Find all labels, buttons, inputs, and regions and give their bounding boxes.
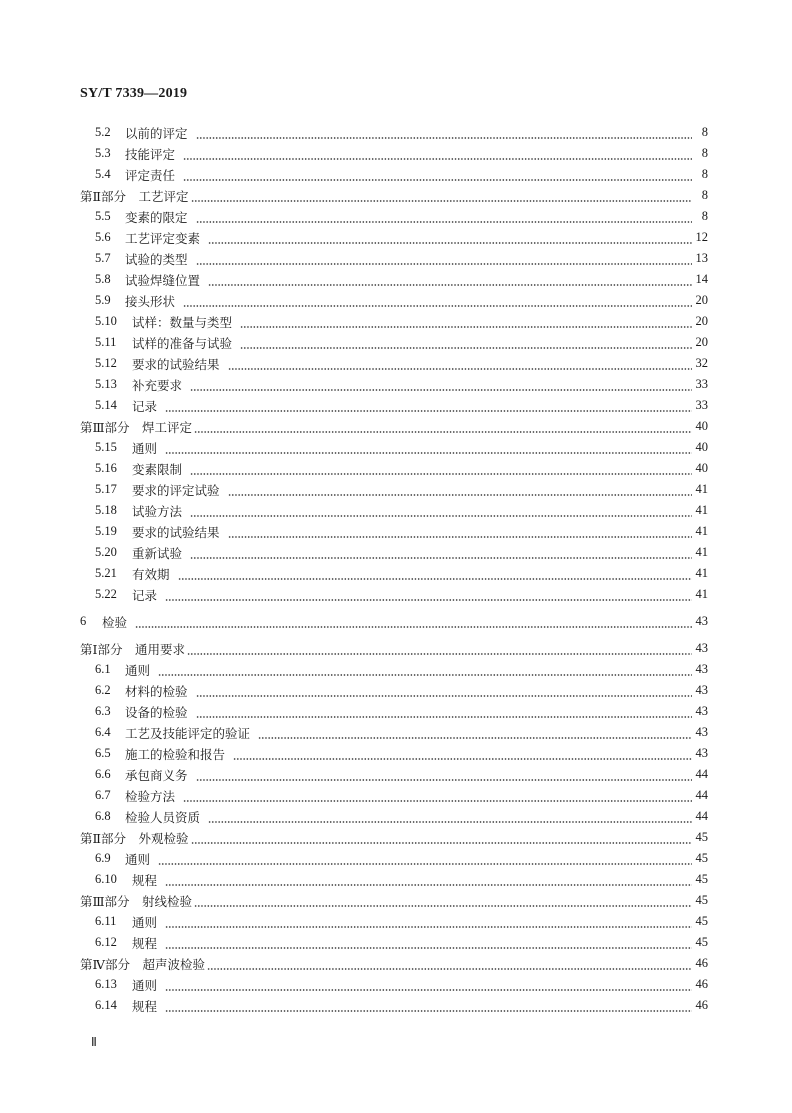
dot-leader (208, 274, 692, 286)
toc-entry-title: 补充要求 (132, 377, 183, 393)
dot-leader (228, 484, 692, 496)
toc-entry-title: 有效期 (132, 566, 170, 582)
toc-entry-page: 46 (695, 998, 708, 1012)
dot-leader (207, 958, 692, 970)
dot-leader (187, 643, 692, 655)
toc-entry-page: 43 (695, 614, 708, 628)
toc-entry-title: 通则 (132, 977, 158, 993)
toc-entry-page: 43 (695, 641, 708, 655)
toc-entry-page: 12 (695, 230, 708, 244)
toc-entry[interactable] (80, 353, 708, 374)
toc-entry-number: 5.2 (95, 125, 111, 139)
toc-entry-page: 40 (695, 440, 708, 454)
toc-entry-page: 40 (695, 461, 708, 475)
toc-entry-page: 8 (701, 167, 708, 181)
toc-entry-number: 5.3 (95, 146, 111, 160)
toc-entry[interactable] (80, 995, 708, 1016)
toc-entry[interactable] (80, 785, 708, 806)
toc-entry-number: 5.12 (95, 356, 117, 370)
toc-entry-title: 通则 (132, 914, 158, 930)
toc-entry[interactable] (80, 206, 708, 227)
toc-entry[interactable] (80, 764, 708, 785)
toc-entry-page: 40 (695, 419, 708, 433)
toc-entry-title: 第Ⅱ部分 外观检验 (80, 830, 189, 846)
toc-entry-number: 5.4 (95, 167, 111, 181)
dot-leader (158, 853, 692, 865)
toc-entry-page: 45 (695, 851, 708, 865)
dot-leader (228, 358, 692, 370)
dot-leader (183, 790, 692, 802)
dot-leader (183, 148, 692, 160)
toc-entry[interactable] (80, 659, 708, 680)
toc-entry-title: 第Ⅳ部分 超声波检验 (80, 956, 205, 972)
toc-entry-number: 5.19 (95, 524, 117, 538)
dot-leader (194, 421, 692, 433)
toc-entry-number: 6.6 (95, 767, 111, 781)
toc-entry-number: 5.9 (95, 293, 111, 307)
toc-part-heading[interactable] (80, 638, 708, 659)
toc-entry-number: 6.11 (95, 914, 117, 928)
toc-entry[interactable] (80, 806, 708, 827)
toc-entry-title: 要求的试验结果 (132, 356, 220, 372)
dot-leader (190, 547, 692, 559)
table-of-contents (80, 122, 708, 1016)
toc-entry-title: 试样：数量与类型 (132, 314, 233, 330)
toc-entry-page: 14 (695, 272, 708, 286)
toc-entry-page: 44 (695, 788, 708, 802)
toc-entry-number: 5.6 (95, 230, 111, 244)
toc-entry[interactable] (80, 332, 708, 353)
dot-leader (190, 463, 692, 475)
toc-entry-number: 5.14 (95, 398, 117, 412)
toc-entry-page: 43 (695, 683, 708, 697)
toc-entry[interactable] (80, 374, 708, 395)
dot-leader (135, 616, 692, 628)
toc-entry-number: 6.3 (95, 704, 111, 718)
toc-entry-title: 以前的评定 (125, 125, 188, 141)
dot-leader (240, 337, 692, 349)
toc-entry-number: 6.7 (95, 788, 111, 802)
toc-entry[interactable] (80, 542, 708, 563)
toc-entry-page: 45 (695, 893, 708, 907)
dot-leader (165, 979, 692, 991)
toc-entry-page: 13 (695, 251, 708, 265)
toc-entry-number: 6.2 (95, 683, 111, 697)
toc-entry-title: 第Ⅱ部分 工艺评定 (80, 188, 189, 204)
toc-entry-title: 通则 (125, 851, 151, 867)
toc-entry-number: 6.13 (95, 977, 117, 991)
toc-entry-title: 设备的检验 (125, 704, 188, 720)
toc-entry-number: 6 (80, 614, 87, 628)
toc-entry-page: 46 (695, 956, 708, 970)
dot-leader (258, 727, 692, 739)
toc-entry[interactable] (80, 743, 708, 764)
dot-leader (196, 127, 692, 139)
dot-leader (191, 832, 693, 844)
toc-entry[interactable] (80, 143, 708, 164)
toc-entry-number: 5.22 (95, 587, 117, 601)
toc-entry-title: 接头形状 (125, 293, 176, 309)
toc-entry-title: 工艺评定变素 (125, 230, 201, 246)
toc-entry-number: 5.15 (95, 440, 117, 454)
toc-entry[interactable] (80, 395, 708, 416)
dot-leader (196, 685, 692, 697)
toc-entry-title: 检验人员资质 (125, 809, 201, 825)
dot-leader (165, 442, 692, 454)
toc-entry-title: 第Ⅲ部分 焊工评定 (80, 419, 193, 435)
dot-leader (208, 811, 692, 823)
toc-entry-page: 8 (701, 209, 708, 223)
toc-part-heading[interactable] (80, 953, 708, 974)
dot-leader (196, 706, 692, 718)
toc-part-heading[interactable] (80, 416, 708, 437)
toc-entry-page: 41 (695, 503, 708, 517)
toc-entry-title: 通则 (132, 440, 158, 456)
dot-leader (190, 505, 692, 517)
dot-leader (165, 589, 692, 601)
dot-leader (194, 895, 692, 907)
toc-entry[interactable] (80, 848, 708, 869)
toc-entry-page: 43 (695, 662, 708, 676)
toc-entry-number: 5.10 (95, 314, 117, 328)
dot-leader (178, 568, 692, 580)
toc-entry-number: 5.16 (95, 461, 117, 475)
toc-entry[interactable] (80, 722, 708, 743)
toc-entry-page: 41 (695, 524, 708, 538)
toc-entry-page: 41 (695, 545, 708, 559)
toc-entry[interactable] (80, 122, 708, 143)
toc-entry-title: 规程 (132, 998, 158, 1014)
toc-part-heading[interactable] (80, 185, 708, 206)
toc-entry[interactable] (80, 680, 708, 701)
toc-entry[interactable] (80, 164, 708, 185)
toc-entry-number: 6.4 (95, 725, 111, 739)
toc-entry[interactable] (80, 584, 708, 605)
toc-entry-page: 8 (701, 125, 708, 139)
toc-entry-title: 要求的试验结果 (132, 524, 220, 540)
toc-entry-title: 试验方法 (132, 503, 183, 519)
dot-leader (165, 1000, 692, 1012)
toc-entry[interactable] (80, 227, 708, 248)
toc-entry-number: 6.14 (95, 998, 117, 1012)
toc-entry-title: 规程 (132, 935, 158, 951)
toc-entry-title: 试验焊缝位置 (125, 272, 201, 288)
toc-entry[interactable] (80, 479, 708, 500)
toc-entry[interactable] (80, 563, 708, 584)
toc-entry[interactable] (80, 869, 708, 890)
toc-entry[interactable] (80, 500, 708, 521)
toc-entry-title: 评定责任 (125, 167, 176, 183)
toc-entry-number: 5.8 (95, 272, 111, 286)
toc-entry-page: 20 (695, 293, 708, 307)
toc-entry-page: 43 (695, 725, 708, 739)
toc-chapter-entry[interactable] (80, 611, 708, 632)
toc-entry-number: 6.5 (95, 746, 111, 760)
toc-entry-title: 要求的评定试验 (132, 482, 220, 498)
toc-entry-title: 第Ⅰ部分 通用要求 (80, 641, 185, 657)
toc-entry-title: 变素的限定 (125, 209, 188, 225)
dot-leader (190, 379, 692, 391)
toc-entry-page: 45 (695, 872, 708, 886)
toc-entry-number: 5.20 (95, 545, 117, 559)
toc-entry-number: 6.8 (95, 809, 111, 823)
toc-entry-title: 重新试验 (132, 545, 183, 561)
toc-entry[interactable] (80, 269, 708, 290)
toc-entry-number: 5.13 (95, 377, 117, 391)
toc-entry-title: 检验方法 (125, 788, 176, 804)
dot-leader (165, 400, 692, 412)
toc-entry-page: 46 (695, 977, 708, 991)
page-number: Ⅱ (91, 1035, 97, 1049)
document-code: SY/T 7339—2019 (80, 86, 188, 101)
toc-part-heading[interactable] (80, 890, 708, 911)
toc-entry-number: 5.7 (95, 251, 111, 265)
toc-entry-title: 工艺及技能评定的验证 (125, 725, 251, 741)
toc-entry-page: 44 (695, 809, 708, 823)
toc-entry-page: 20 (695, 314, 708, 328)
dot-leader (208, 232, 692, 244)
dot-leader (196, 769, 692, 781)
dot-leader (233, 748, 692, 760)
toc-entry-number: 6.12 (95, 935, 117, 949)
toc-entry-page: 20 (695, 335, 708, 349)
toc-entry[interactable] (80, 932, 708, 953)
toc-entry[interactable] (80, 911, 708, 932)
toc-entry-title: 试验的类型 (125, 251, 188, 267)
toc-entry-page: 8 (701, 188, 708, 202)
toc-entry-number: 6.1 (95, 662, 111, 676)
toc-entry-page: 41 (695, 482, 708, 496)
dot-leader (158, 664, 692, 676)
toc-entry-page: 45 (695, 830, 708, 844)
toc-entry-page: 45 (695, 914, 708, 928)
toc-entry-page: 33 (695, 398, 708, 412)
toc-entry-number: 5.5 (95, 209, 111, 223)
toc-entry-title: 第Ⅲ部分 射线检验 (80, 893, 193, 909)
toc-entry[interactable] (80, 437, 708, 458)
toc-entry-page: 41 (695, 566, 708, 580)
dot-leader (191, 190, 693, 202)
toc-entry-title: 规程 (132, 872, 158, 888)
toc-entry-title: 通则 (125, 662, 151, 678)
dot-leader (183, 169, 692, 181)
toc-entry-page: 33 (695, 377, 708, 391)
dot-leader (196, 253, 692, 265)
toc-part-heading[interactable] (80, 827, 708, 848)
toc-entry[interactable] (80, 521, 708, 542)
toc-entry[interactable] (80, 974, 708, 995)
dot-leader (165, 937, 692, 949)
dot-leader (240, 316, 692, 328)
toc-entry-page: 8 (701, 146, 708, 160)
toc-entry-title: 承包商义务 (125, 767, 188, 783)
toc-entry[interactable] (80, 311, 708, 332)
toc-entry-page: 43 (695, 704, 708, 718)
toc-entry-title: 记录 (132, 587, 158, 603)
toc-entry-title: 记录 (132, 398, 158, 414)
toc-entry[interactable] (80, 248, 708, 269)
toc-entry-title: 施工的检验和报告 (125, 746, 226, 762)
toc-entry-page: 43 (695, 746, 708, 760)
toc-entry-page: 41 (695, 587, 708, 601)
dot-leader (165, 916, 692, 928)
toc-entry[interactable] (80, 701, 708, 722)
toc-entry-title: 试样的准备与试验 (132, 335, 233, 351)
toc-entry-title: 技能评定 (125, 146, 176, 162)
toc-entry-number: 5.17 (95, 482, 117, 496)
toc-entry-number: 5.21 (95, 566, 117, 580)
toc-entry-page: 32 (695, 356, 708, 370)
toc-entry-page: 45 (695, 935, 708, 949)
dot-leader (183, 295, 692, 307)
toc-entry-number: 5.18 (95, 503, 117, 517)
toc-entry-page: 44 (695, 767, 708, 781)
toc-entry-title: 检验 (102, 614, 128, 630)
toc-entry-number: 6.9 (95, 851, 111, 865)
toc-entry-title: 变素限制 (132, 461, 183, 477)
toc-entry[interactable] (80, 290, 708, 311)
toc-entry-number: 6.10 (95, 872, 117, 886)
dot-leader (196, 211, 692, 223)
toc-entry-title: 材料的检验 (125, 683, 188, 699)
toc-entry[interactable] (80, 458, 708, 479)
dot-leader (165, 874, 692, 886)
toc-entry-number: 5.11 (95, 335, 117, 349)
dot-leader (228, 526, 692, 538)
